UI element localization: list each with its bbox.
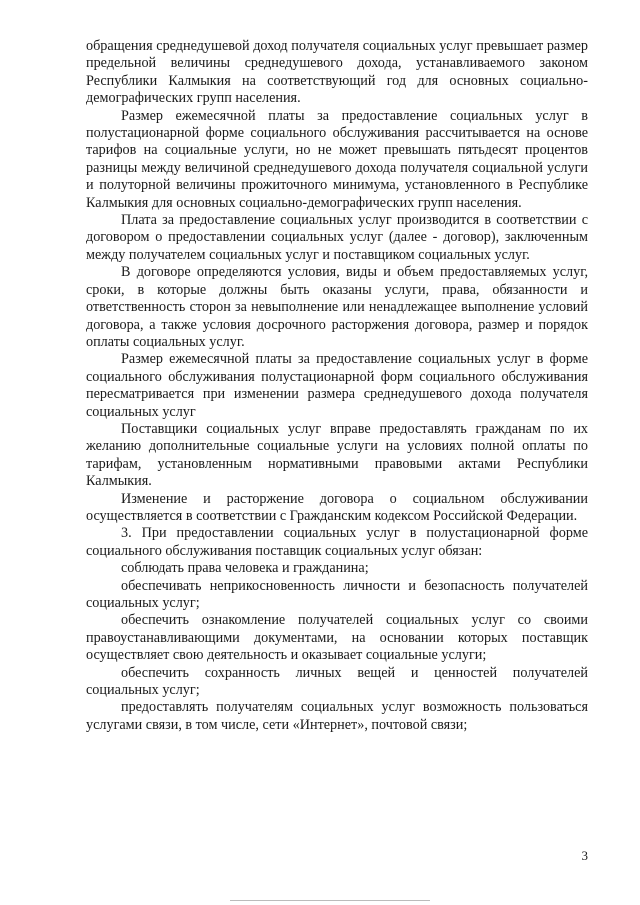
paragraph: Поставщики социальных услуг вправе предоставлять гражданам по их желанию дополнительные социальные услуги на условиях полной оплаты по тарифам, установленным нормативными правовыми актами Республики Калмыкия.: [86, 420, 588, 490]
paragraph: Размер ежемесячной платы за предоставление социальных услуг в полустационарной форме социального обслуживания рассчитывается на основе тарифов на социальные услуги, но не может превышать пятьдесят процентов разницы между величиной среднедушевого дохода получателя социальной услуги и полуторной величины прожиточного минимума, установленного в Республике Калмыкия для основных социально-демографических групп населения.: [86, 107, 588, 211]
paragraph: В договоре определяются условия, виды и объем предоставляемых услуг, сроки, в которые должны быть оказаны услуги, права, обязанности и ответственность сторон за невыполнение или ненадлежащее выполнение условий договора, а также условия досрочного расторжения договора, размер и порядок оплаты социальных услуг.: [86, 264, 588, 350]
paragraph: Размер ежемесячной платы за предоставление социальных услуг в форме социального обслуживания полустационарной форм социального обслуживания пересматривается при изменении размера среднедушевого дохода получателя социальных услуг: [86, 351, 588, 420]
paragraph: 3. При предоставлении социальных услуг в полустационарной форме социального обслуживания поставщик социальных услуг обязан:: [86, 525, 588, 559]
paragraph: обращения среднедушевой доход получателя социальных услуг превышает размер предельной величины среднедушевого дохода, устанавливаемого законом Республики Калмыкия на соответствующий год для основных социально-демографических групп населения.: [86, 38, 588, 107]
paragraph: обеспечить сохранность личных вещей и ценностей получателей социальных услуг;: [86, 664, 588, 699]
paragraph: предоставлять получателям социальных услуг возможность пользоваться услугами связи, в том числе, сети «Интернет», почтовой связи;: [86, 699, 588, 733]
divider: [230, 900, 430, 901]
document-body: [86, 38, 588, 734]
paragraph: соблюдать права человека и гражданина;: [121, 560, 369, 577]
page-number: 3: [581, 848, 588, 863]
paragraph: Изменение и расторжение договора о социальном обслуживании осуществляется в соответствии с Гражданским кодексом Российской Федерации.: [86, 490, 588, 524]
paragraph: обеспечивать неприкосновенность личности и безопасность получателей социальных услуг;: [86, 577, 588, 611]
paragraph: Плата за предоставление социальных услуг производится в соответствии с договором о предоставлении социальных услуг (далее - договор), заключенным между получателем социальных услуг и поставщиком социальных услуг.: [86, 212, 588, 263]
paragraph: обеспечить ознакомление получателей социальных услуг со своими правоустанавливающими документами, на основании которых поставщик осуществляет свою деятельность и оказывает социальные услуги;: [86, 612, 588, 664]
